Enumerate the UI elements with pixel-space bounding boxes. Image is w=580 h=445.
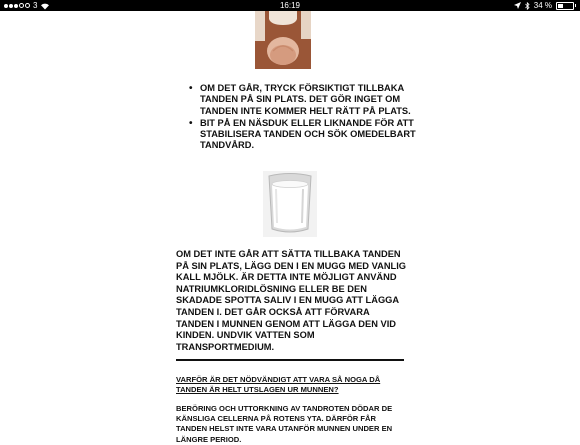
faq-answer: BERÖRING OCH UTTORKNING AV TANDROTEN DÖDAR DE KÄNSLIGA CELLERNA PÅ ROTENS YTA. DÄRFÖR FÅR TANDEN HELST INTE VARA UTANFÖR MUNNEN UNDER EN LÄNGRE PERIOD. <box>176 404 393 444</box>
faq-question: VARFÖR ÄR DET NÖDVÄNDIGT ATT VARA SÅ NOGA DÅ TANDEN ÄR HELT UTSLAGEN UR MUNNEN? <box>176 375 381 394</box>
status-time: 16:19 <box>279 1 301 10</box>
list-item: • OM DET GÅR, TRYCK FÖRSIKTIGT TILLBAKA TANDEN PÅ SIN PLATS. DET GÖR INGET OM TANDEN INTE KOMMER HELT RÄTT PÅ PLATS. <box>188 83 418 117</box>
status-right <box>514 0 574 11</box>
list-item: • BIT PÅ EN NÄSDUK ELLER LIKNANDE FÖR ATT STABILISERA TANDEN OCH SÖK OMEDELBART TANDVÅRD. <box>188 118 418 152</box>
milk-glass-photo <box>263 171 317 237</box>
battery-icon <box>556 2 574 10</box>
battery-level-fill <box>558 4 563 8</box>
storage-instructions-paragraph: OM DET INTE GÅR ATT SÄTTA TILLBAKA TANDEN PÅ SIN PLATS, LÄGG DEN I EN MUGG MED VANLIG KALL MJÖLK. ÄR DETTA INTE MÖJLIGT ANVÄND NATRIUMKLORIDLÖSNING ELLER BE DEN SKADADE SPOTTA SALIV I EN MUGG ATT LÄGGA TANDEN I. DET GÅR OCKSÅ ATT FÖRVARA TANDEN I MUNNEN GENOM ATT LÄGGA DEN VID KINDEN. UNDVIK VATTEN SOM TRANSPORTMEDIUM. <box>176 249 407 352</box>
page-content <box>0 11 580 444</box>
milk-glass-illustration <box>263 171 317 237</box>
carrier-name: 3 <box>33 1 38 10</box>
location-arrow-icon <box>514 2 521 9</box>
status-bar <box>0 0 580 11</box>
tooth-photo <box>255 11 311 69</box>
instruction-list <box>188 83 418 153</box>
section-divider <box>176 359 404 361</box>
battery-percent: 34 % <box>533 1 552 10</box>
bluetooth-icon <box>525 2 530 10</box>
tooth-illustration <box>255 11 311 69</box>
